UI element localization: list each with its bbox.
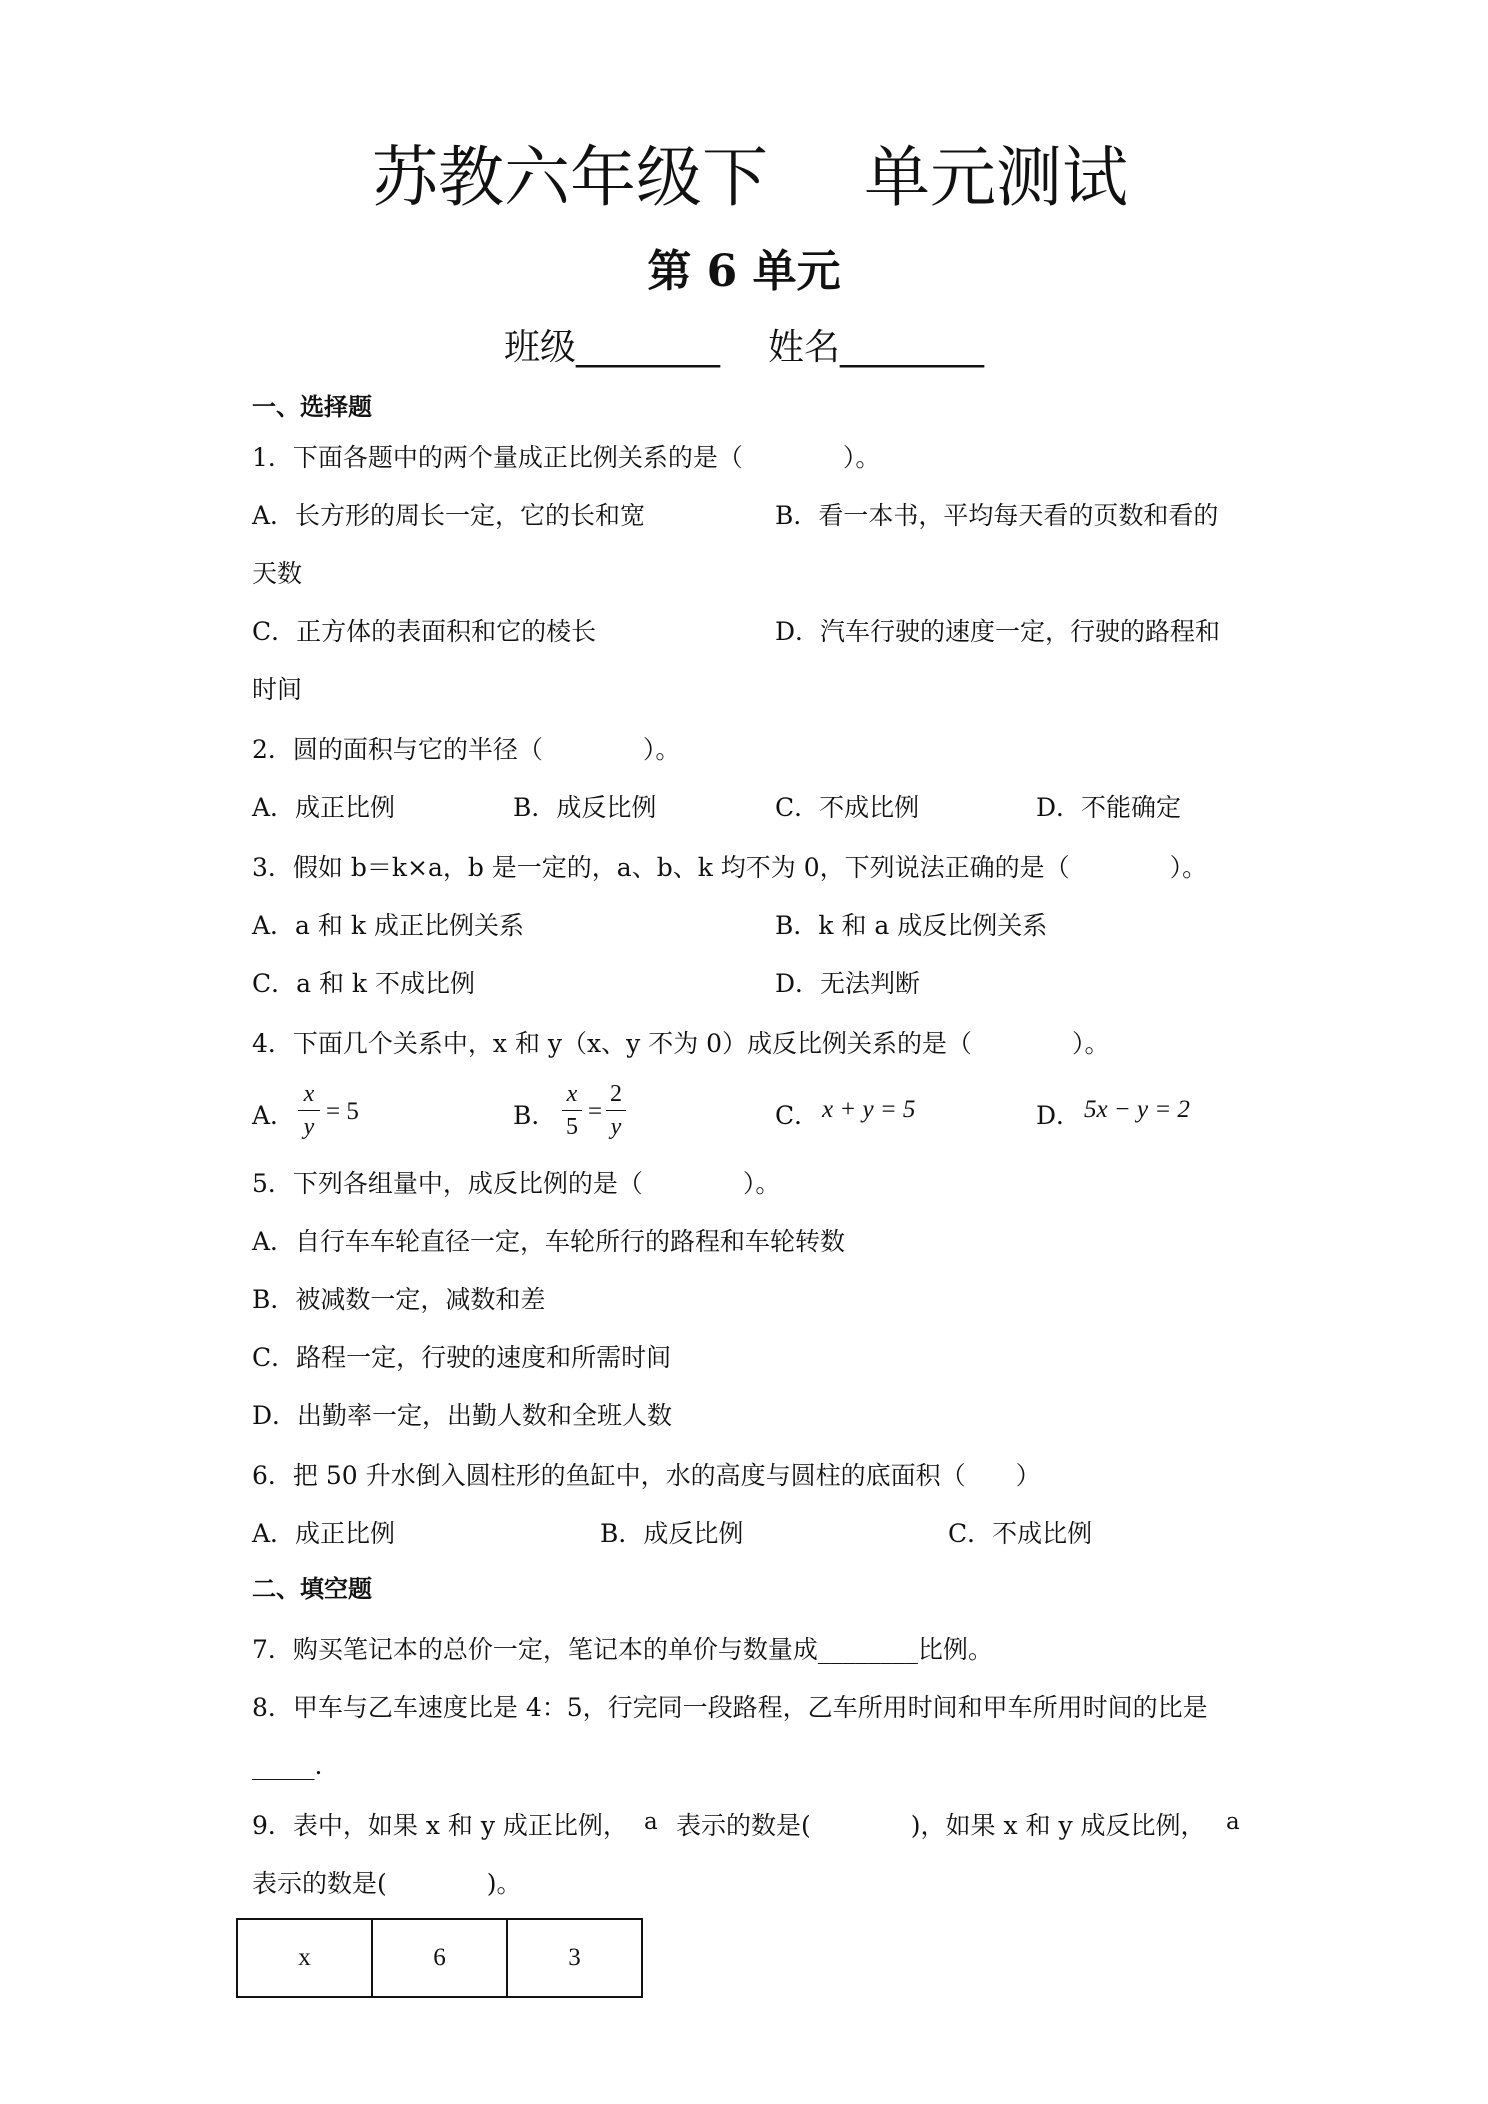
question-6-stem: 6．把 50 升水倒入圆柱形的鱼缸中，水的高度与圆柱的底面积（ ）: [252, 1461, 1041, 1490]
question-9-var-a-2: a: [1226, 1809, 1240, 1835]
q5-option-c[interactable]: C．路程一定，行驶的速度和所需时间: [252, 1343, 672, 1372]
q4-option-a-rhs: = 5: [326, 1098, 359, 1125]
q2-option-a[interactable]: A．成正比例: [252, 793, 396, 822]
question-7-stem: 7．购买笔记本的总价一定，笔记本的单价与数量成________比例。: [252, 1635, 993, 1664]
q4-option-b-fraction-left: [562, 1080, 582, 1141]
fraction-denominator: y: [303, 1114, 315, 1140]
q2-option-d[interactable]: D．不能确定: [1036, 793, 1182, 822]
section-heading-choice: 一、选择题: [252, 392, 372, 421]
fraction-numerator: x: [303, 1081, 315, 1107]
question-5-stem: 5．下列各组量中，成反比例的是（ ）。: [252, 1169, 781, 1198]
fraction-bar: [562, 1110, 582, 1111]
table-cell: 3: [507, 1919, 642, 1997]
question-8-stem: 8．甲车与乙车速度比是 4：5，行完同一段路程，乙车所用时间和甲车所用时间的比是: [252, 1693, 1208, 1722]
q2-option-c[interactable]: C．不成比例: [775, 793, 920, 822]
question-1-stem: 1．下面各题中的两个量成正比例关系的是（ ）。: [252, 443, 881, 472]
table-row: [237, 1919, 642, 1997]
q6-option-b[interactable]: B．成反比例: [600, 1519, 744, 1548]
class-field[interactable]: 班级________: [504, 327, 721, 368]
question-9-text-b: 表示的数是( )，如果 x 和 y 成反比例，: [676, 1811, 1206, 1840]
q5-option-b[interactable]: B．被减数一定，减数和差: [252, 1285, 546, 1314]
q4-option-b-label[interactable]: B．: [513, 1101, 557, 1130]
q4-option-d-label[interactable]: D．: [1036, 1101, 1082, 1130]
unit-heading: 第 6 单元: [647, 246, 841, 297]
q6-option-c[interactable]: C．不成比例: [948, 1519, 1093, 1548]
section-heading-fill-in: 二、填空题: [252, 1574, 372, 1603]
q5-option-a[interactable]: A．自行车车轮直径一定，车轮所行的路程和车轮转数: [252, 1227, 846, 1256]
name-field[interactable]: 姓名________: [768, 327, 985, 368]
question-2-stem: 2．圆的面积与它的半径（ ）。: [252, 735, 681, 764]
fraction-denominator: 5: [566, 1114, 578, 1140]
fraction-numerator: 2: [610, 1081, 622, 1107]
q2-option-b[interactable]: B．成反比例: [513, 793, 657, 822]
q1-option-d[interactable]: D．汽车行驶的速度一定，行驶的路程和: [775, 617, 1221, 646]
fraction-denominator: y: [610, 1114, 622, 1140]
q1-option-c[interactable]: C．正方体的表面积和它的棱长: [252, 617, 597, 646]
table-cell: x: [237, 1919, 372, 1997]
q3-option-c[interactable]: C．a 和 k 不成比例: [252, 969, 476, 998]
question-8-answer-blank[interactable]: _____.: [252, 1751, 323, 1780]
q4-option-b-fraction-right: [606, 1080, 626, 1141]
question-9-text-a: 9．表中，如果 x 和 y 成正比例，: [252, 1811, 628, 1840]
fraction-bar: [606, 1110, 626, 1111]
q1-option-d-cont: 时间: [252, 675, 303, 704]
question-3-stem: 3．假如 b＝k×a，b 是一定的，a、b、k 均不为 0，下列说法正确的是（ ）。: [252, 853, 1208, 882]
question-9-var-a: a: [644, 1809, 658, 1835]
q4-option-a-label[interactable]: A．: [252, 1101, 296, 1130]
q3-option-b[interactable]: B．k 和 a 成反比例关系: [775, 911, 1048, 940]
fraction-numerator: x: [566, 1081, 578, 1107]
q3-option-d[interactable]: D．无法判断: [775, 969, 921, 998]
q4-option-b-equals: =: [588, 1098, 603, 1125]
title-left: 苏教六年级下: [372, 139, 768, 216]
q5-option-d[interactable]: D．出勤率一定，出勤人数和全班人数: [252, 1401, 673, 1430]
q4-option-c-expression: x + y = 5: [822, 1096, 916, 1123]
q1-option-b[interactable]: B．看一本书，平均每天看的页数和看的: [775, 501, 1219, 530]
q1-option-b-cont: 天数: [252, 559, 303, 588]
table-cell: 6: [372, 1919, 507, 1997]
q4-option-d-expression: 5x − y = 2: [1084, 1096, 1190, 1123]
q4-option-c-label[interactable]: C．: [775, 1101, 820, 1130]
q4-option-a-fraction: [298, 1080, 320, 1141]
fraction-bar: [298, 1110, 320, 1111]
question-9-text-c: 表示的数是( )。: [252, 1869, 522, 1898]
title-right: 单元测试: [864, 139, 1128, 216]
q6-option-a[interactable]: A．成正比例: [252, 1519, 396, 1548]
q1-option-a[interactable]: A．长方形的周长一定，它的长和宽: [252, 501, 646, 530]
q9-table: [236, 1918, 643, 1998]
question-4-stem: 4．下面几个关系中，x 和 y（x、y 不为 0）成反比例关系的是（ ）。: [252, 1029, 1110, 1058]
q3-option-a[interactable]: A．a 和 k 成正比例关系: [252, 911, 524, 940]
